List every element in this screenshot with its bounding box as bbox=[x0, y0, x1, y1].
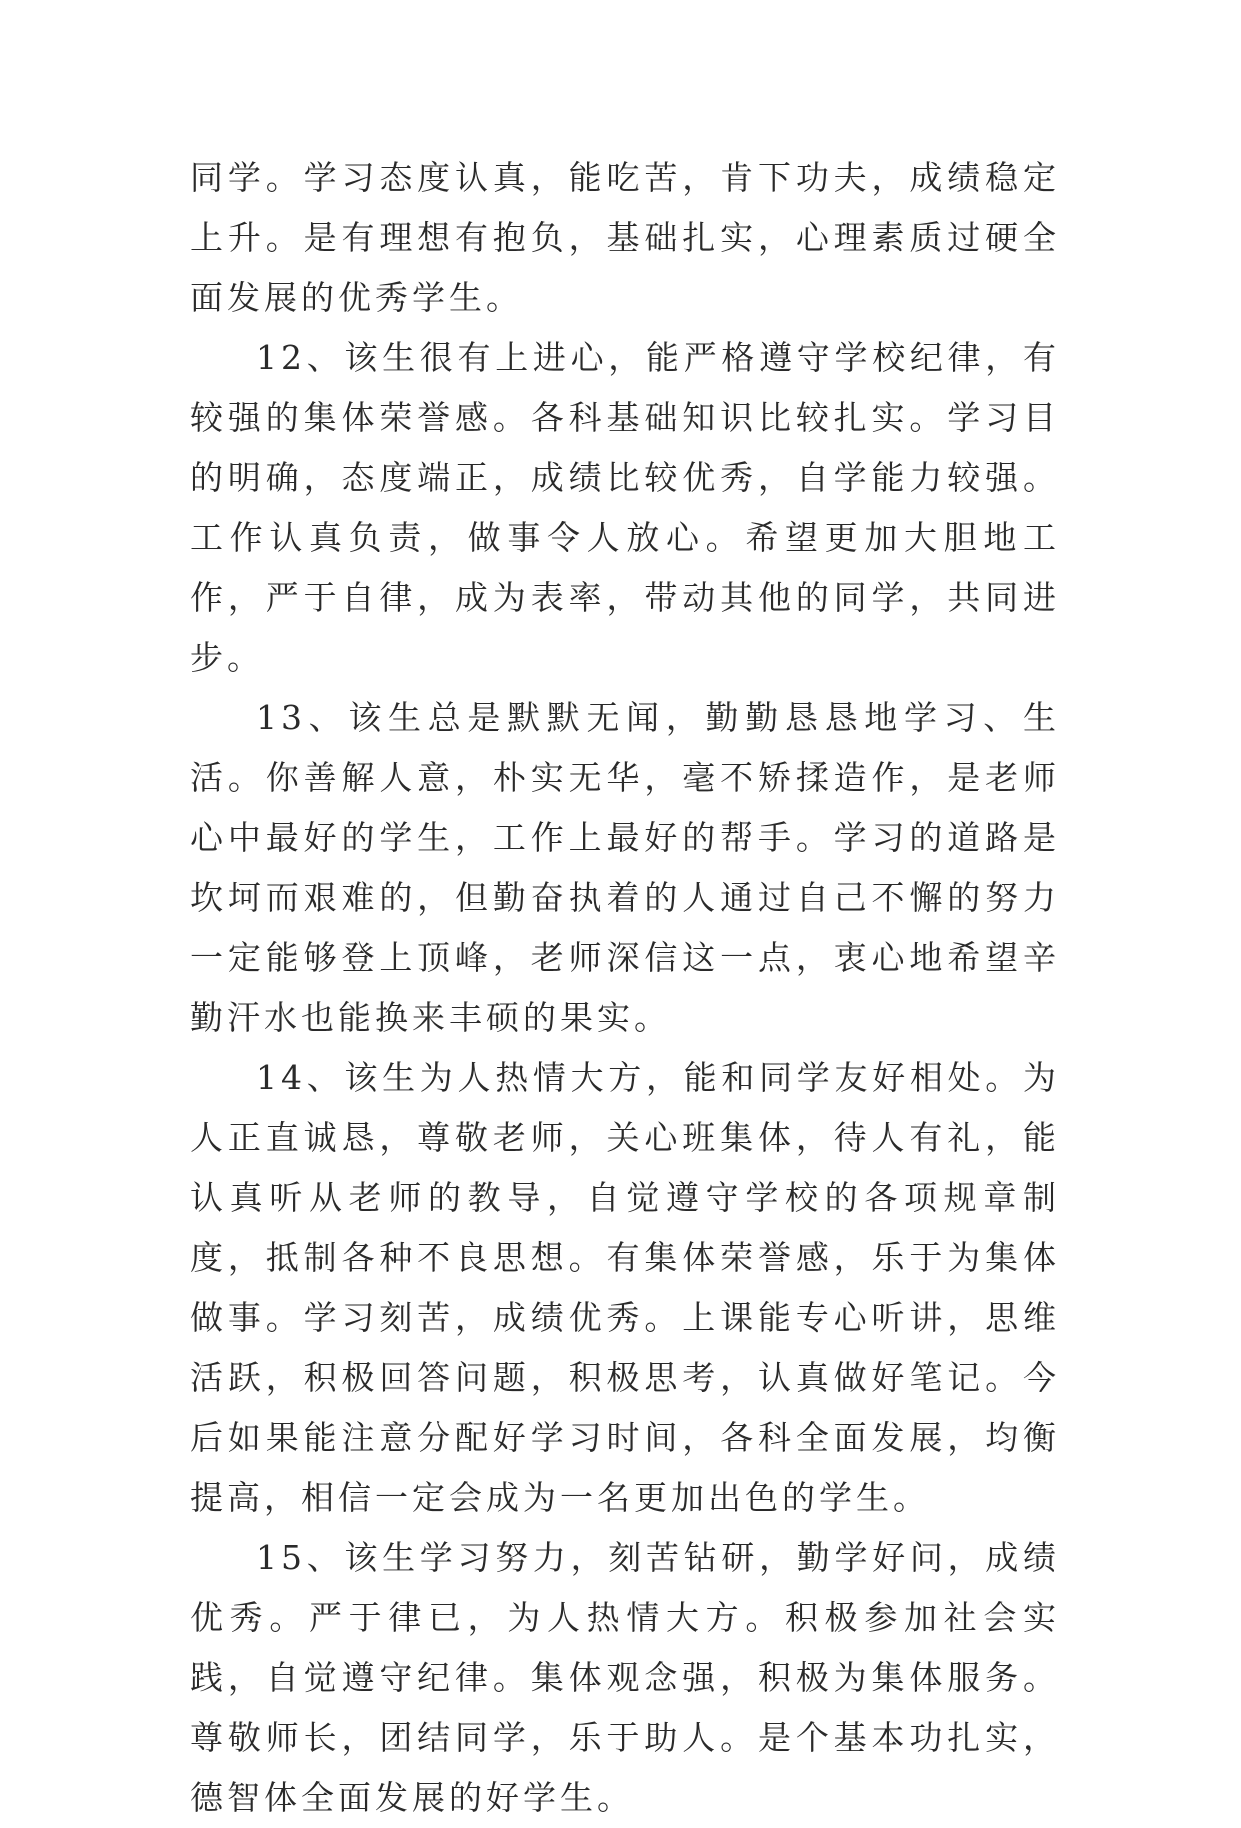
paragraph-item-13: 13、该生总是默默无闻，勤勤恳恳地学习、生活。你善解人意，朴实无华，毫不矫揉造作，是老师心中最好的学生，工作上最好的帮手。学习的道路是坎坷而艰难的，但勤奋执着的人通过自己不懈的努力一定能够登上顶峰，老师深信这一点，衷心地希望辛勤汗水也能换来丰硕的果实。 bbox=[190, 698, 1060, 1037]
paragraph-item-15: 15、该生学习努力，刻苦钻研，勤学好问，成绩优秀。严于律已，为人热情大方。积极参加社会实践，自觉遵守纪律。集体观念强，积极为集体服务。尊敬师长，团结同学，乐于助人。是个基本功扎实，德智体全面发展的好学生。 bbox=[190, 1538, 1060, 1817]
paragraph-continuation: 同学。学习态度认真，能吃苦，肯下功夫，成绩稳定上升。是有理想有抱负，基础扎实，心理素质过硬全面发展的优秀学生。 bbox=[190, 158, 1060, 317]
document-body bbox=[190, 148, 1060, 1828]
paragraph-item-14: 14、该生为人热情大方，能和同学友好相处。为人正直诚恳，尊敬老师，关心班集体，待人有礼，能认真听从老师的教导，自觉遵守学校的各项规章制度，抵制各种不良思想。有集体荣誉感，乐于为集体做事。学习刻苦，成绩优秀。上课能专心听讲，思维活跃，积极回答问题，积极思考，认真做好笔记。今后如果能注意分配好学习时间，各科全面发展，均衡提高，相信一定会成为一名更加出色的学生。 bbox=[190, 1058, 1060, 1517]
paragraph-item-12: 12、该生很有上进心，能严格遵守学校纪律，有较强的集体荣誉感。各科基础知识比较扎实。学习目的明确，态度端正，成绩比较优秀，自学能力较强。工作认真负责，做事令人放心。希望更加大胆地工作，严于自律，成为表率，带动其他的同学，共同进步。 bbox=[190, 338, 1060, 677]
